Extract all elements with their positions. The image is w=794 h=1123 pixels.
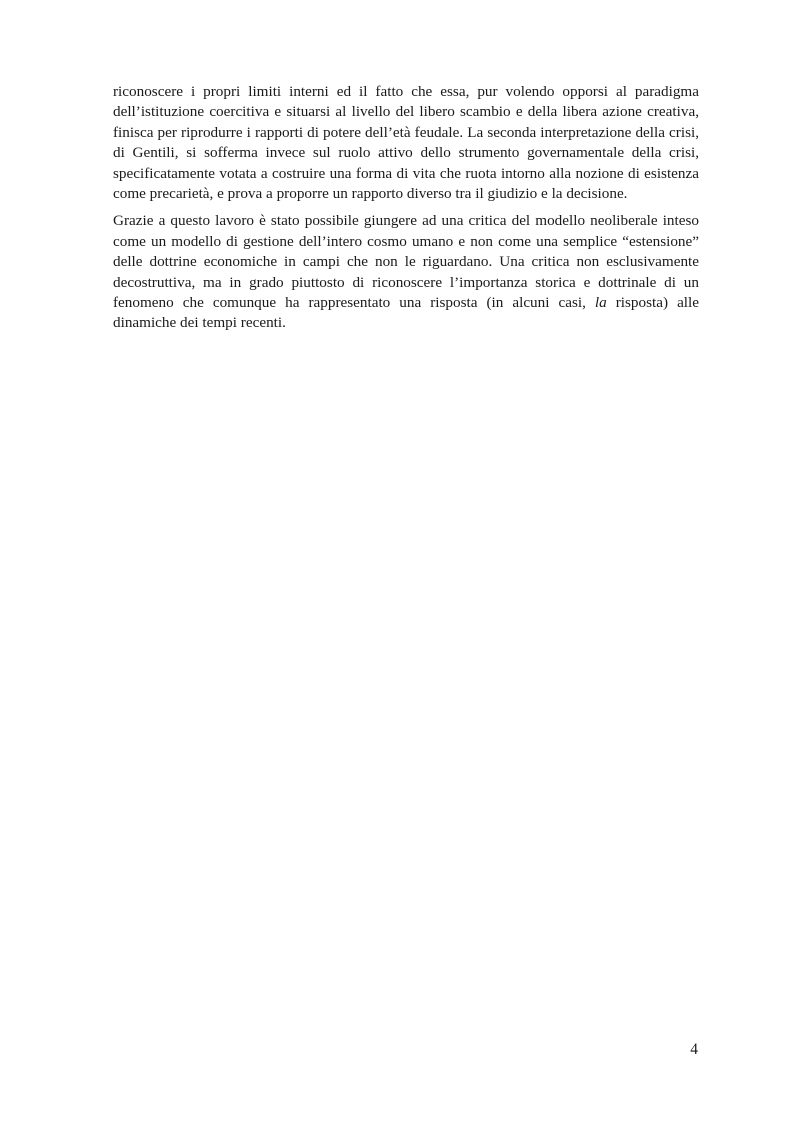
paragraph-1: riconoscere i propri limiti interni ed il fatto che essa, pur volendo opporsi al paradigma dell’istituzione coercitiva e situarsi al livello del libero scambio e della libera azione creativa, finisca per riprodurre i rapporti di potere dell’età feudale. La seconda interpretazione della crisi, di Gentili, si sofferma invece sul ruolo attivo dello strumento governamentale della crisi, specificatamente votata a costruire una forma di vita che ruota intorno alla nozione di esistenza come precarietà, e prova a proporre un rapporto diverso tra il giudizio e la decisione. [113,83,699,203]
paragraph-2 [113,211,699,333]
paragraph-2-text-end: risposta) alle dinamiche dei tempi recenti. [113,294,699,332]
paragraph-2-italic-word: la [594,294,607,312]
page-number: 4 [690,1041,698,1058]
body-text [113,82,699,341]
paragraph-2-text-start: Grazie a questo lavoro è stato possibile giungere ad una critica del modello neoliberale inteso come un modello di gestione dell’intero cosmo umano e non come una semplice “estensione” delle dottrine economiche in campi che non le riguardano. Una critica non esclusivamente decostruttiva, ma in grado piuttosto di riconoscere l’importanza storica e dottrinale di un fenomeno che comunque ha rappresentato una risposta (in alcuni casi, [113,212,699,312]
